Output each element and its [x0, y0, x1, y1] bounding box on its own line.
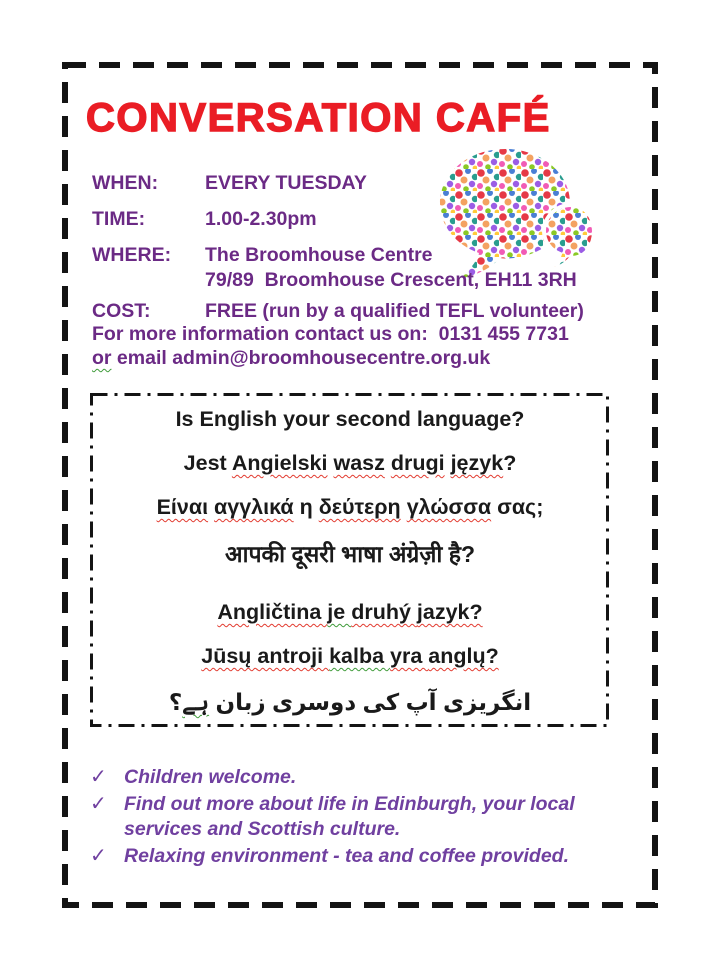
when-value: EVERY TUESDAY [205, 172, 367, 194]
cost-value: FREE (run by a qualified TEFL volunteer) [205, 300, 584, 322]
language-lines [92, 395, 608, 725]
checkmark-icon: ✓ [90, 766, 107, 788]
language-question-hindi: आपकी दूसरी भाषा अंग्रेज़ी है? [224, 541, 476, 567]
language-question-czech: Angličtina je druhý jazyk? [217, 600, 483, 624]
info-row-where [92, 242, 632, 292]
time-label: TIME: [92, 208, 146, 230]
time-value: 1.00-2.30pm [205, 208, 317, 230]
language-question-lithuanian: Jūsų antroji kalba yra anglų? [201, 644, 499, 668]
checklist-item [90, 844, 630, 869]
contact-phone-line: For more information contact us on: 0131 455 7731 [92, 323, 569, 345]
contact-email-text: email admin@broomhousecentre.org.uk [111, 347, 491, 369]
contact-info [92, 322, 632, 370]
venue-name: The Broomhouse Centre [205, 244, 433, 266]
language-question-polish: Jest Angielski wasz drugi język? [183, 451, 517, 475]
info-row-cost [92, 298, 632, 324]
info-row-when [92, 170, 632, 196]
where-label: WHERE: [92, 244, 172, 266]
where-value-group [205, 242, 577, 292]
checklist-item-text: Relaxing environment - tea and coffee provided. [124, 845, 569, 867]
checklist-item-text: Find out more about life in Edinburgh, your local services and Scottish culture. [124, 793, 575, 840]
language-question-greek: Είναι αγγλικά η δεύτερη γλώσσα σας; [156, 495, 544, 519]
checklist [90, 765, 630, 871]
contact-or-word: or [92, 347, 112, 369]
language-question-urdu: انگریزی آپ کی دوسری زبان ہے؟ [168, 689, 532, 715]
checkmark-icon: ✓ [90, 845, 107, 867]
checkmark-icon: ✓ [90, 793, 107, 815]
venue-address: 79/89 Broomhouse Crescent, EH11 3RH [205, 269, 577, 291]
when-label: WHEN: [92, 172, 159, 194]
cost-label: COST: [92, 300, 151, 322]
checklist-item [90, 792, 630, 842]
event-info [92, 170, 632, 334]
checklist-item-text: Children welcome. [124, 766, 297, 788]
page-title: CONVERSATION CAFÉ [86, 96, 551, 140]
contact-email-line [92, 346, 632, 370]
checklist-item [90, 765, 630, 790]
info-row-time [92, 206, 632, 232]
language-question-english: Is English your second language? [175, 407, 525, 431]
